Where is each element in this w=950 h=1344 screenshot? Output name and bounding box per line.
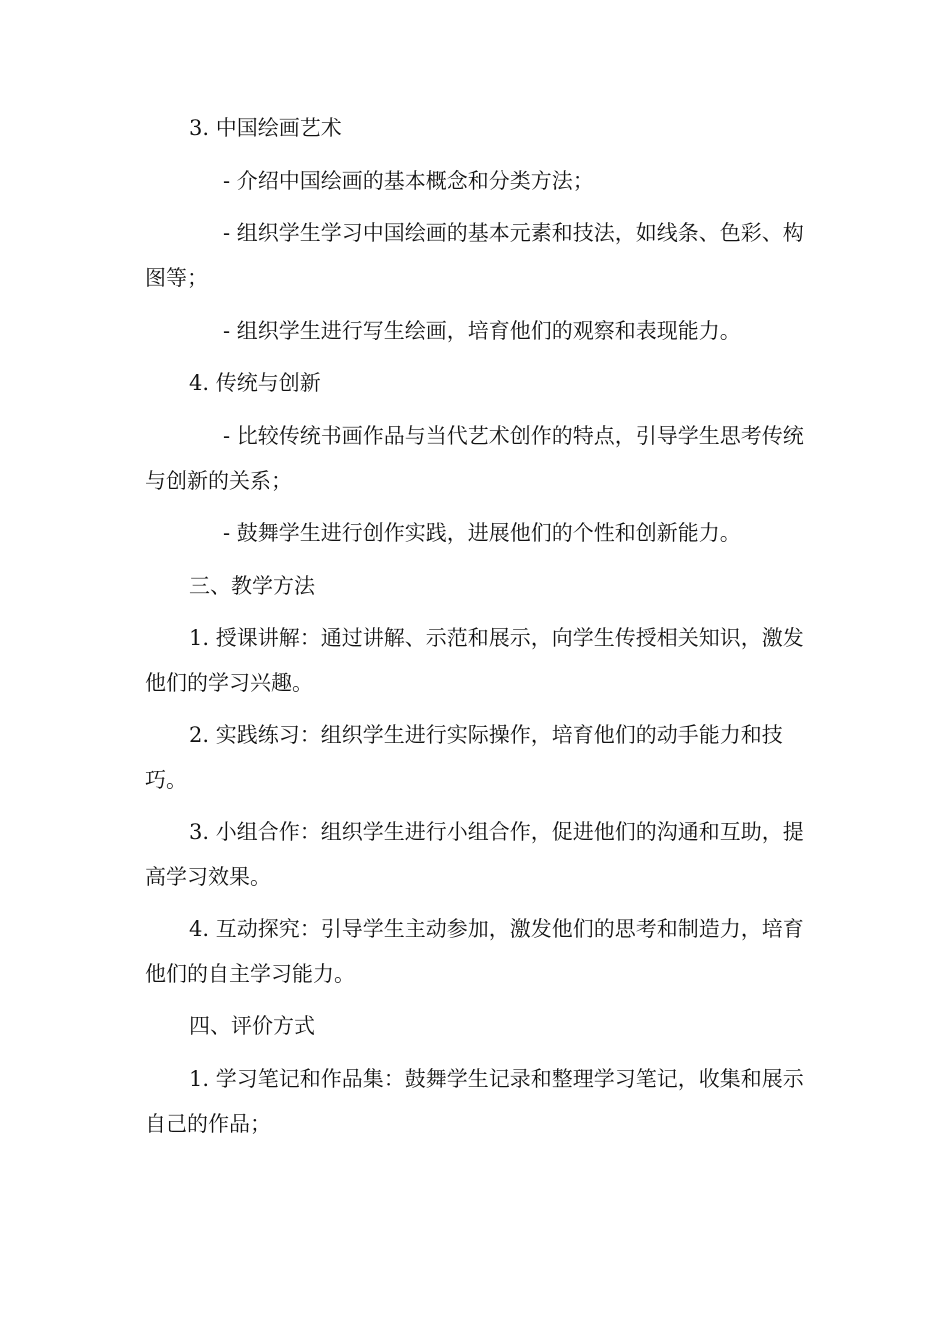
section-heading-evaluation: 四、评价方式 xyxy=(189,1014,315,1038)
bullet-sketch-painting: - 组织学生进行写生绘画，培育他们的观察和表现能力。 xyxy=(223,319,741,343)
bullet-compare-works: - 比较传统书画作品与当代艺术创作的特点，引导学生思考传统与创新的关系； xyxy=(145,424,804,493)
method-interactive-inquiry: 4. 互动探究：引导学生主动参加，激发他们的思考和制造力，培育他们的自主学习能力。 xyxy=(145,917,804,986)
method-practice: 2. 实践练习：组织学生进行实际操作，培育他们的动手能力和技巧。 xyxy=(145,723,783,792)
method-lecture: 1. 授课讲解：通过讲解、示范和展示，向学生传授相关知识，激发他们的学习兴趣。 xyxy=(145,626,804,695)
bullet-painting-techniques: - 组织学生学习中国绘画的基本元素和技法，如线条、色彩、构图等； xyxy=(145,221,804,290)
bullet-creative-practice: - 鼓舞学生进行创作实践，进展他们的个性和创新能力。 xyxy=(223,521,741,545)
bullet-painting-concepts: - 介绍中国绘画的基本概念和分类方法； xyxy=(223,169,594,193)
item-heading-tradition-innovation: 4. 传统与创新 xyxy=(189,371,321,395)
evaluation-notes-portfolio: 1. 学习笔记和作品集：鼓舞学生记录和整理学习笔记，收集和展示自己的作品； xyxy=(145,1067,804,1136)
item-heading-chinese-painting: 3. 中国绘画艺术 xyxy=(189,116,342,140)
method-group-work: 3. 小组合作：组织学生进行小组合作，促进他们的沟通和互助，提高学习效果。 xyxy=(145,820,804,889)
section-heading-teaching-methods: 三、教学方法 xyxy=(189,574,315,598)
